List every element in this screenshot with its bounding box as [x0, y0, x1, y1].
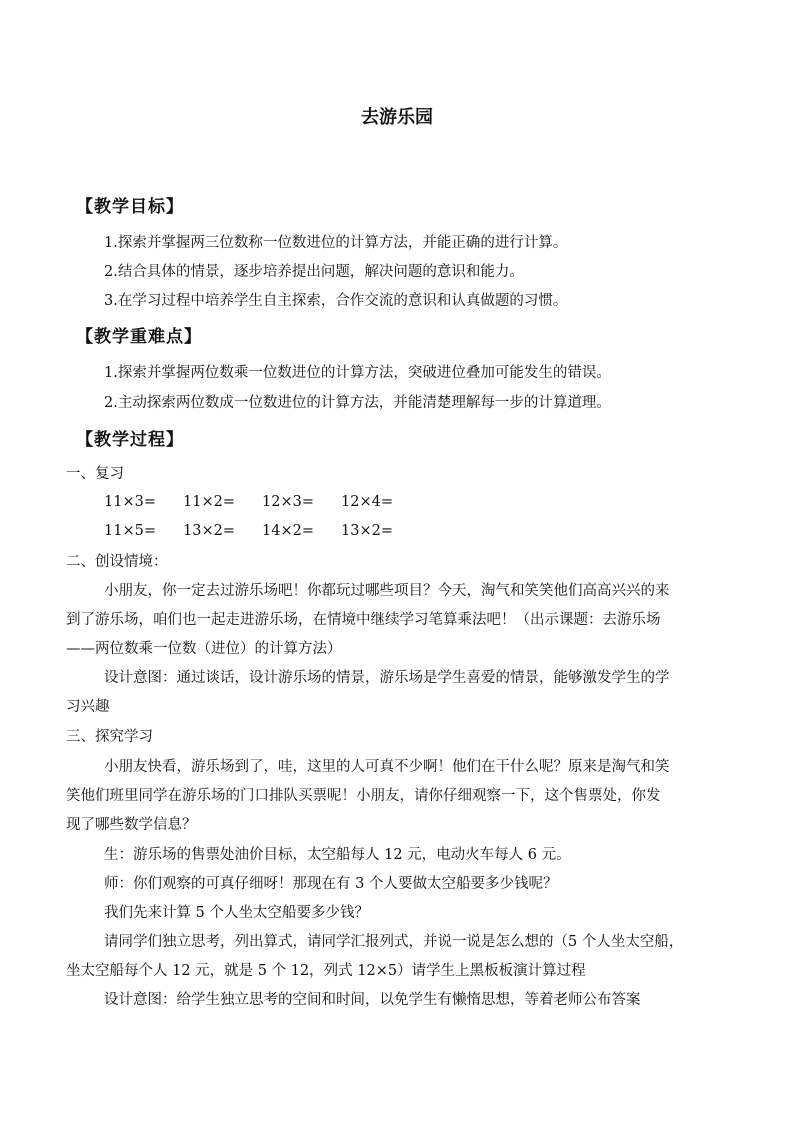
design-intent-line: 设计意图：通过谈话，设计游乐场的情景，游乐场是学生喜爱的情景，能够激发学生的学: [104, 670, 670, 686]
review-item: 12×3=: [262, 494, 314, 510]
review-item: 14×2=: [262, 523, 314, 539]
scenario-paragraph-line: 到了游乐场，咱们也一起走进游乐场，在情境中继续学习笔算乘法吧！（出示课题：去游乐场: [66, 612, 661, 628]
teacher-question: 师：你们观察的可真仔细呀！那现在有 3 个人要做太空船要多少钱呢？: [104, 876, 558, 892]
review-item: 11×5=: [104, 523, 156, 539]
goal-item-3: 3.在学习过程中培养学生自主探索，合作交流的意识和认真做题的习惯。: [104, 293, 568, 309]
explore-paragraph-line: 现了哪些数学信息？: [66, 817, 197, 833]
design-intent-line: 习兴趣: [66, 699, 110, 715]
explore-paragraph-line: 我们先来计算 5 个人坐太空船要多少钱？: [104, 905, 369, 921]
review-item: 12×4=: [341, 494, 393, 510]
goals-heading: 【教学目标】: [76, 197, 184, 217]
review-label: 一、复习: [66, 466, 124, 482]
review-row-1: [104, 494, 420, 510]
explore-paragraph-line: 笑他们班里同学在游乐场的门口排队买票呢！小朋友，请你仔细观察一下，这个售票处，你发: [66, 788, 661, 804]
scenario-paragraph-line: ——两位数乘一位数（进位）的计算方法）: [66, 641, 342, 657]
review-item: 13×2=: [183, 523, 235, 539]
student-answer: 生：游乐场的售票处油价目标，太空船每人 12 元，电动火车每人 6 元。: [104, 847, 571, 863]
explore-paragraph-line: 请同学们独立思考，列出算式，请同学汇报列式，并说一说是怎么想的（5 个人坐太空船，: [104, 934, 684, 950]
goal-item-1: 1.探索并掌握两三位数称一位数进位的计算方法，并能正确的进行计算。: [104, 235, 568, 251]
design-intent-line: 设计意图：给学生独立思考的空间和时间，以免学生有懒惰思想，等着老师公布答案: [104, 992, 641, 1008]
key-points-heading: 【教学重难点】: [76, 327, 202, 347]
review-item: 13×2=: [341, 523, 393, 539]
review-item: 11×3=: [104, 494, 156, 510]
process-heading: 【教学过程】: [76, 430, 184, 450]
goal-item-2: 2.结合具体的情景，逐步培养提出问题，解决问题的意识和能力。: [104, 264, 524, 280]
explore-paragraph-line: 坐太空船每个人 12 元，就是 5 个 12，列式 12×5）请学生上黑板板演计算过程: [66, 963, 586, 979]
scenario-label: 二、创设情境：: [66, 554, 168, 570]
review-item: 11×2=: [183, 494, 235, 510]
explore-paragraph-line: 小朋友快看，游乐场到了，哇，这里的人可真不少啊！他们在干什么呢？原来是淘气和笑: [104, 759, 670, 775]
explore-label: 三、探究学习: [66, 729, 153, 745]
key-item-2: 2.主动探索两位数成一位数进位的计算方法，并能清楚理解每一步的计算道理。: [104, 395, 611, 411]
key-item-1: 1.探索并掌握两位数乘一位数进位的计算方法，突破进位叠加可能发生的错误。: [104, 365, 611, 381]
review-row-2: [104, 523, 420, 539]
page-title: 去游乐园: [361, 107, 433, 128]
scenario-paragraph-line: 小朋友，你一定去过游乐场吧！你都玩过哪些项目？今天，淘气和笑笑他们高高兴兴的来: [104, 583, 670, 599]
